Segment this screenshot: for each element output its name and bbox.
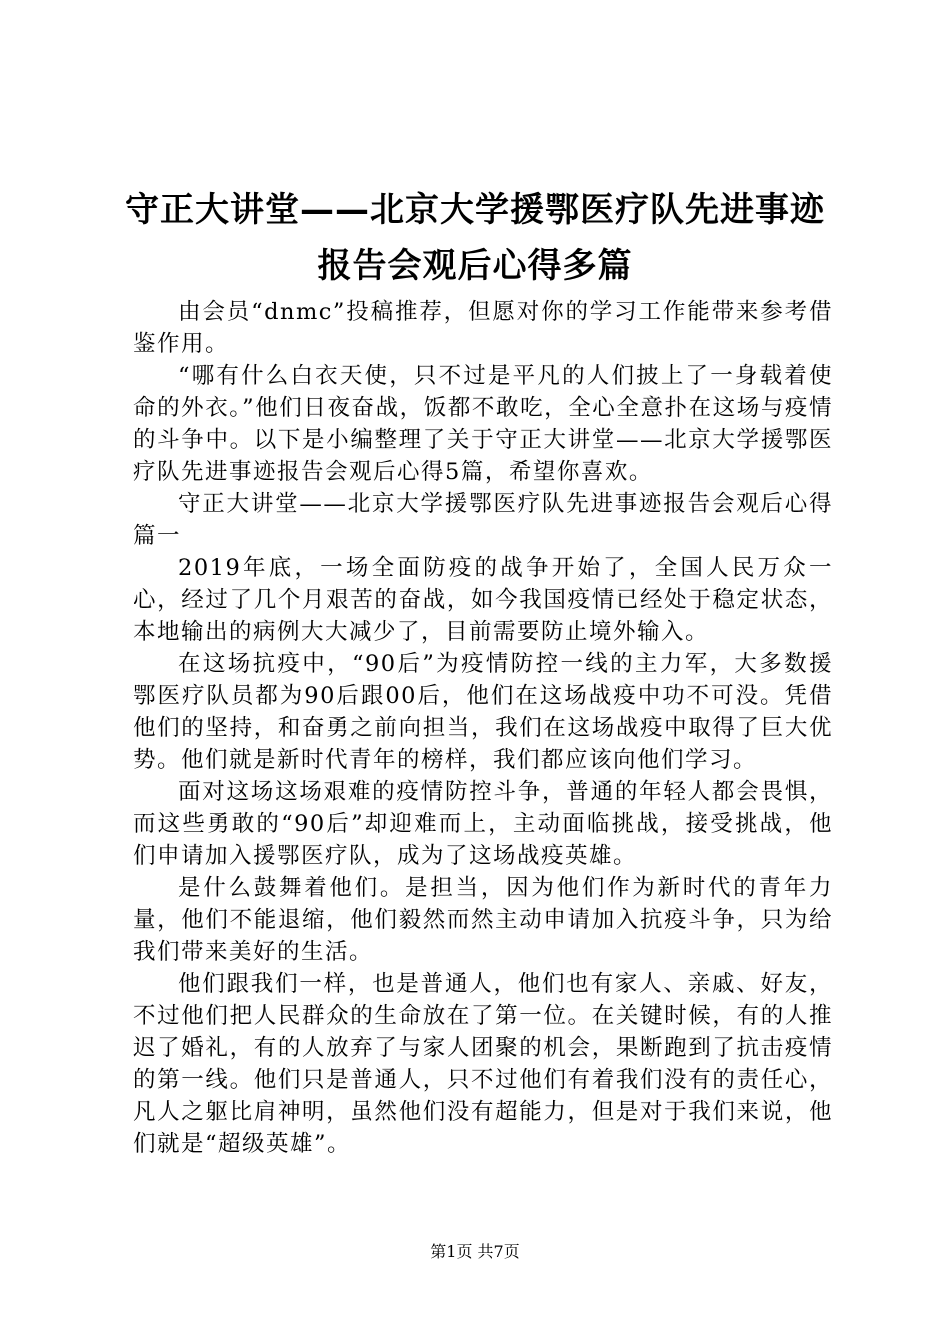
paragraph: 在这场抗疫中，“90后”为疫情防控一线的主力军，大多数援鄂医疗队员都为90后跟00后，他们在这场战疫中功不可没。凭借他们的坚持，和奋勇之前向担当，我们在这场战疫中取得了巨大优势。他们就是新时代青年的榜样，我们都应该向他们学习。 [133,651,833,773]
paragraph-section-heading: 守正大讲堂——北京大学援鄂医疗队先进事迹报告会观后心得篇一 [133,491,833,549]
document-title-line-2: 报告会观后心得多篇 [317,246,633,286]
paragraph: 面对这场这场艰难的疫情防控斗争，普通的年轻人都会畏惧，而这些勇敢的“90后”却迎难而上，主动面临挑战，接受挑战，他们申请加入援鄂医疗队，成为了这场战疫英雄。 [133,779,833,869]
paragraph: 他们跟我们一样，也是普通人，他们也有家人、亲戚、好友，不过他们把人民群众的生命放在了第一位。在关键时候，有的人推迟了婚礼，有的人放弃了与家人团聚的机会，果断跑到了抗击疫情的第一线。他们只是普通人，只不过他们有着我们没有的责任心，凡人之躯比肩神明，虽然他们没有超能力，但是对于我们来说，他们就是“超级英雄”。 [133,971,833,1157]
document-body [133,296,833,1160]
paragraph: 2019年底，一场全面防疫的战争开始了，全国人民万众一心，经过了几个月艰苦的奋战，如今我国疫情已经处于稳定状态，本地输出的病例大大减少了，目前需要防止境外输入。 [133,555,833,645]
document-title-line-1: 守正大讲堂——北京大学援鄂医疗队先进事迹 [125,190,825,230]
page-footer: 第1页 共7页 [430,1242,520,1261]
paragraph-intro: 由会员“dnmc”投稿推荐，但愿对你的学习工作能带来参考借鉴作用。 [133,299,833,357]
paragraph: 是什么鼓舞着他们。是担当，因为他们作为新时代的青年力量，他们不能退缩，他们毅然而然主动申请加入抗疫斗争，只为给我们带来美好的生活。 [133,875,833,965]
paragraph-quote: “哪有什么白衣天使，只不过是平凡的人们披上了一身载着使命的外衣。”他们日夜奋战，饭都不敢吃，全心全意扑在这场与疫情的斗争中。以下是小编整理了关于守正大讲堂——北京大学援鄂医疗队先进事迹报告会观后心得5篇，希望你喜欢。 [133,363,833,485]
